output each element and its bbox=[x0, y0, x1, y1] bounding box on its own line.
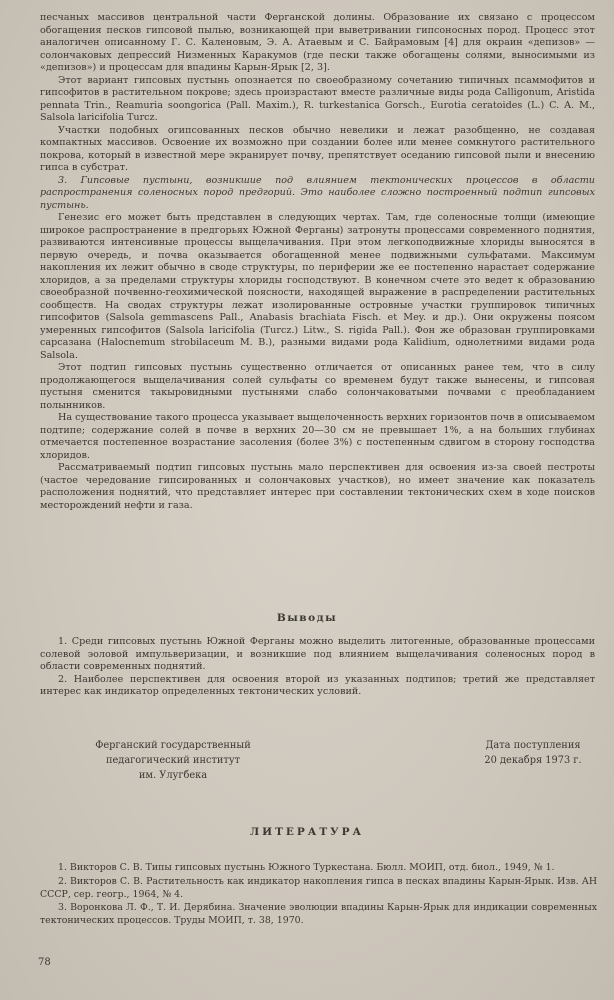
reference-item: 3. Воронкова Л. Ф., Т. И. Дерябина. Значение эволюции впадины Карын-Ярык для индикации современных тектонических процессов. Труды МОИП, т. 38, 1970. bbox=[40, 902, 597, 927]
paragraph-3: Участки подобных огипсованных песков обычно невелики и лежат разобщенно, не создавая компактных массивов. Освоение их возможно при создании более или менее сомкнутого растительного покрова, который в известной мере экранирует почву, препятствует оседанию гипсовой пыли и внесению гипса в субстрат. bbox=[40, 124, 595, 173]
page-number: 78 bbox=[38, 957, 51, 968]
affiliation-line: им. Улугбека bbox=[138, 770, 208, 781]
affiliation-line: педагогический институт bbox=[105, 755, 241, 766]
reference-list bbox=[40, 862, 597, 929]
received-value: 20 декабря 1973 г. bbox=[484, 755, 582, 766]
affiliation bbox=[58, 738, 288, 783]
paragraph-8: Рассматриваемый подтип гипсовых пустынь мало перспективен для освоения из-за своей пестроты (частое чередование гипсированных и солончаковых участков), но имеет значение как показатель расположения поднятий, что представляет интерес при составлении тектонических схем в ходе поисков месторождений нефти и газа. bbox=[40, 462, 595, 511]
paragraph-6: Этот подтип гипсовых пустынь существенно отличается от описанных ранее тем, что в силу продолжающегося выщелачивания солей сульфаты со временем будут также вынесены, и гипсовая пустыня сменится такыровидными пустынями слабо солончаковатыми почвами с преобладанием полынников. bbox=[40, 362, 595, 411]
conclusions-heading: Выводы bbox=[276, 612, 338, 624]
conclusions-list bbox=[40, 636, 595, 699]
paragraph-2: Этот вариант гипсовых пустынь опознается по своеобразному сочетанию типичных псаммофитов и гипсофитов в растительном покрове; здесь произрастают вместе различные виды рода Calligonum, Aristida pennata Trin., Reamuria soongorica (Pall. Maxim.), R. turkestanica Gorsch., Eurotia ceratoides (L.) C. A. M., Salsola laricifolia Turcz. bbox=[40, 74, 595, 123]
affiliation-line: Ферганский государственный bbox=[95, 740, 251, 751]
paragraph-1: песчаных массивов центральной части Ферганской долины. Образование их связано с процессом обогащения песков гипсовой пылью, возникающей при выветривании гипсоносных пород. Процесс этот аналогичен описанному Г. С. Каленовым, Э. А. Атаевым и С. Байрамовым [4] для окраин «депизов» — солончаковых депрессий Низменных Каракумов (где пески также обогащены солями, выносимыми из «депизов») и процессам для впадины Карын-Ярык [2, 3]. bbox=[40, 12, 595, 73]
reference-item: 2. Викторов С. В. Растительность как индикатор накопления гипса в песках впадины Карын-Ярык. Изв. АН СССР, сер. геогр., 1964, № 4. bbox=[40, 875, 597, 900]
conclusion-item: 1. Среди гипсовых пустынь Южной Ферганы можно выделить литогенные, образованные процессами солевой эоловой импульверизации, и возникшие под влиянием выщелачивания соленосных пород в области современных поднятий. bbox=[40, 636, 595, 673]
body-text bbox=[40, 12, 595, 512]
received-date bbox=[468, 738, 598, 768]
conclusion-item: 2. Наиболее перспективен для освоения второй из указанных подтипов; третий же представляет интерес как индикатор определенных тектонических условий. bbox=[40, 673, 595, 698]
paragraph-4-subtype: 3. Гипсовые пустыни, возникшие под влиянием тектонических процессов в области распространения соленосных пород предгорий. Это наиболее сложно построенный подтип гипсовых пустынь. bbox=[40, 174, 595, 211]
received-label: Дата поступления bbox=[485, 740, 581, 751]
reference-item: 1. Викторов С. В. Типы гипсовых пустынь Южного Туркестана. Бюлл. МОИП, отд. биол., 1949, № 1. bbox=[58, 862, 555, 873]
paragraph-5: Генезис его может быть представлен в следующих чертах. Там, где соленосные толщи (имеющие широкое распространение в предгорьях Южной Ферганы) затронуты процессами современного поднятия, развиваются интенсивные процессы выщелачивания. При этом легкоподвижные хлориды выносятся в первую очередь, и почва оказывается обогащенной менее подвижными сульфатами. Максимум накопления их лежит обычно в своде структуры, по периферии же ее постепенно нарастает содержание хлоридов, а за пределами структуры хлориды господствуют. В конечном счете это ведет к образованию своеобразной почвенно-геохимической поясности, находящей выражение в распределении растительных сообществ. На сводах структуры лежат изолированные островные участки группировок типичных гипсофитов (Salsola gemmascens Pall., Anabasis brachiata Fisch. et Mey. и др.). Они окружены поясом умеренных гипсофитов (Salsola laricifolia (Turcz.) Litw., S. rigida Pall.). Фон же образован группировками сарсазана (Halocnemum strobilaceum M. B.), разными видами рода Kalidium, однолетними видами рода Salsola. bbox=[40, 212, 595, 361]
literature-heading: ЛИТЕРАТУРА bbox=[249, 826, 365, 838]
paragraph-7: На существование такого процесса указывает выщелоченность верхних горизонтов почв в описываемом подтипе; содержание солей в почве в верхних 20—30 см не превышает 1%, а на больших глубинах отмечается постепенное возрастание засоления (более 3%) с постепенным сдвигом в сторону господства хлоридов. bbox=[40, 412, 595, 461]
